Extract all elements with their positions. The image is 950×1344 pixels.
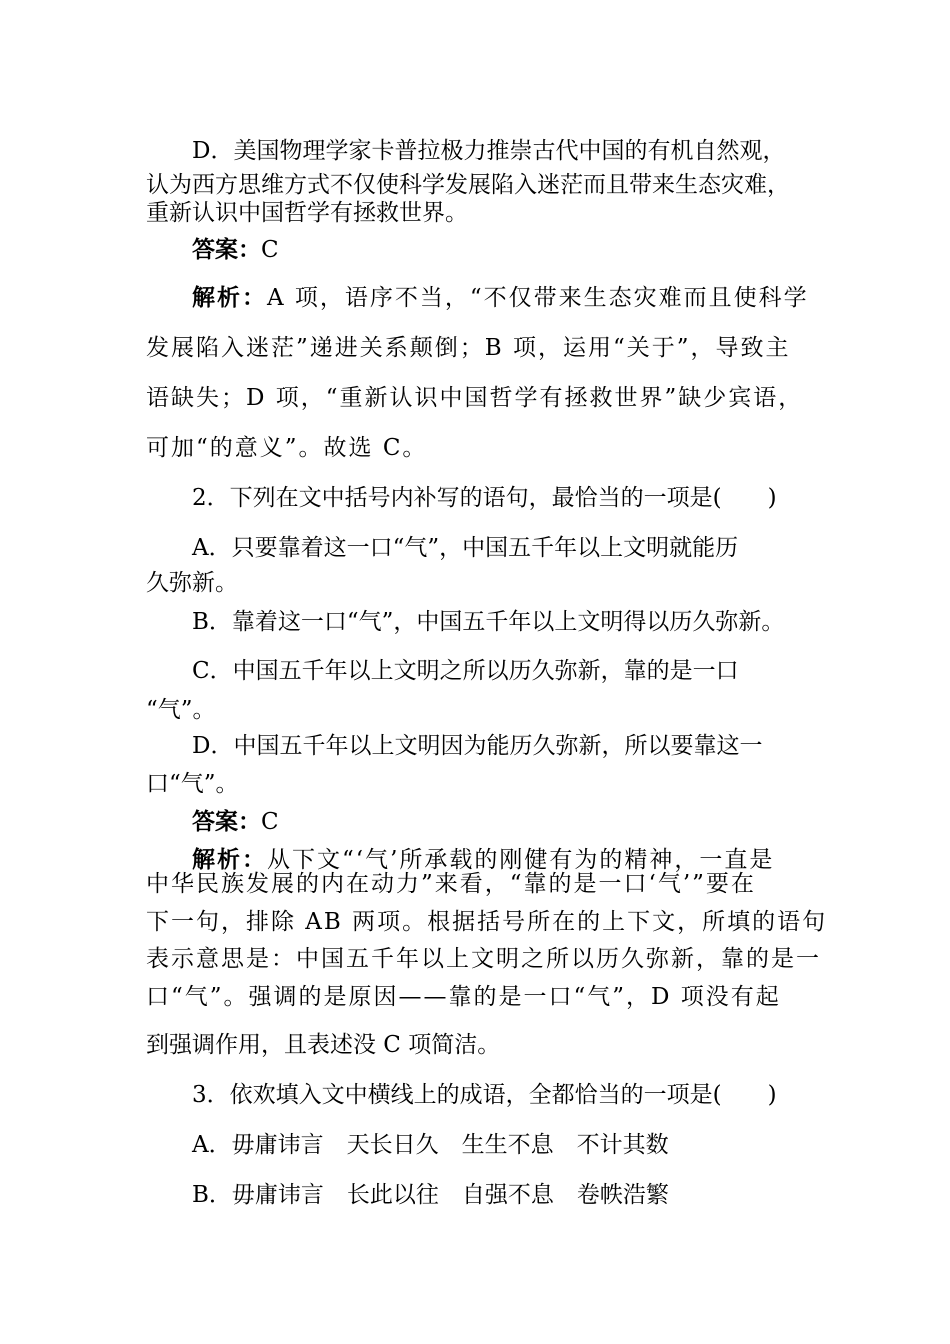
q1-analysis-line3: 语缺失；D 项，“重新认识中国哲学有拯救世界”缺少宾语， [146, 385, 804, 411]
q2-analysis-line2: 中华民族发展的内在动力”来看，“靠的是一口‘气’”要在 [146, 871, 756, 897]
q2-option-a-line1: A．只要靠着这一口“气”，中国五千年以上文明就能历 [192, 535, 739, 561]
q2-analysis-label: 解析： [192, 846, 267, 873]
q1-option-d-line3: 重新认识中国哲学有拯救世界。 [146, 200, 468, 226]
q2-stem: 2．下列在文中括号内补写的语句，最恰当的一项是( ) [192, 485, 777, 511]
q2-option-c-line1: C．中国五千年以上文明之所以历久弥新，靠的是一口 [192, 658, 739, 684]
q1-analysis-line1 [192, 283, 809, 313]
q2-analysis-text1: 从下文“‘气’所承载的刚健有为的精神，一直是 [267, 847, 775, 873]
q2-answer-value: C [261, 809, 279, 835]
q1-analysis-label: 解析： [192, 284, 267, 311]
q2-analysis-line3: 下一句，排除 AB 两项。根据括号所在的上下文，所填的语句 [146, 909, 828, 935]
q2-answer [192, 807, 279, 837]
q3-option-b: B．毋庸讳言 长此以往 自强不息 卷帙浩繁 [192, 1182, 669, 1208]
q1-analysis-line4: 可加“的意义”。故选 C。 [146, 435, 428, 461]
q3-stem: 3．依欢填入文中横线上的成语，全都恰当的一项是( ) [192, 1082, 777, 1108]
q2-analysis-line6: 到强调作用，且表述没 C 项简洁。 [146, 1032, 501, 1058]
q1-answer [192, 235, 279, 265]
q1-analysis-text1: A 项，语序不当，“不仅带来生态灾难而且使科学 [267, 285, 809, 311]
q2-option-d-line1: D．中国五千年以上文明因为能历久弥新，所以要靠这一 [192, 733, 763, 759]
q2-option-b-line1: B．靠着这一口“气”，中国五千年以上文明得以历久弥新。 [192, 609, 785, 635]
q2-option-c-line2: “气”。 [146, 697, 216, 723]
q1-answer-label: 答案： [192, 236, 261, 263]
q1-analysis-line2: 发展陷入迷茫”递进关系颠倒；B 项，运用“关于”，导致主 [146, 335, 791, 361]
q1-option-d-line1: D．美国物理学家卡普拉极力推崇古代中国的有机自然观， [192, 138, 786, 164]
q2-analysis-line5: 口“气”。强调的是原因——靠的是一口“气”，D 项没有起 [146, 984, 781, 1010]
q1-answer-value: C [261, 237, 279, 263]
q2-analysis-line4: 表示意思是：中国五千年以上文明之所以历久弥新，靠的是一 [146, 946, 821, 972]
q3-option-a: A．毋庸讳言 天长日久 生生不息 不计其数 [192, 1132, 669, 1158]
q1-option-d-line2: 认为西方思维方式不仅使科学发展陷入迷茫而且带来生态灾难， [146, 172, 790, 198]
q2-option-a-line2: 久弥新。 [146, 570, 238, 596]
q2-answer-label: 答案： [192, 808, 261, 835]
q2-option-d-line2: 口“气”。 [146, 771, 239, 797]
